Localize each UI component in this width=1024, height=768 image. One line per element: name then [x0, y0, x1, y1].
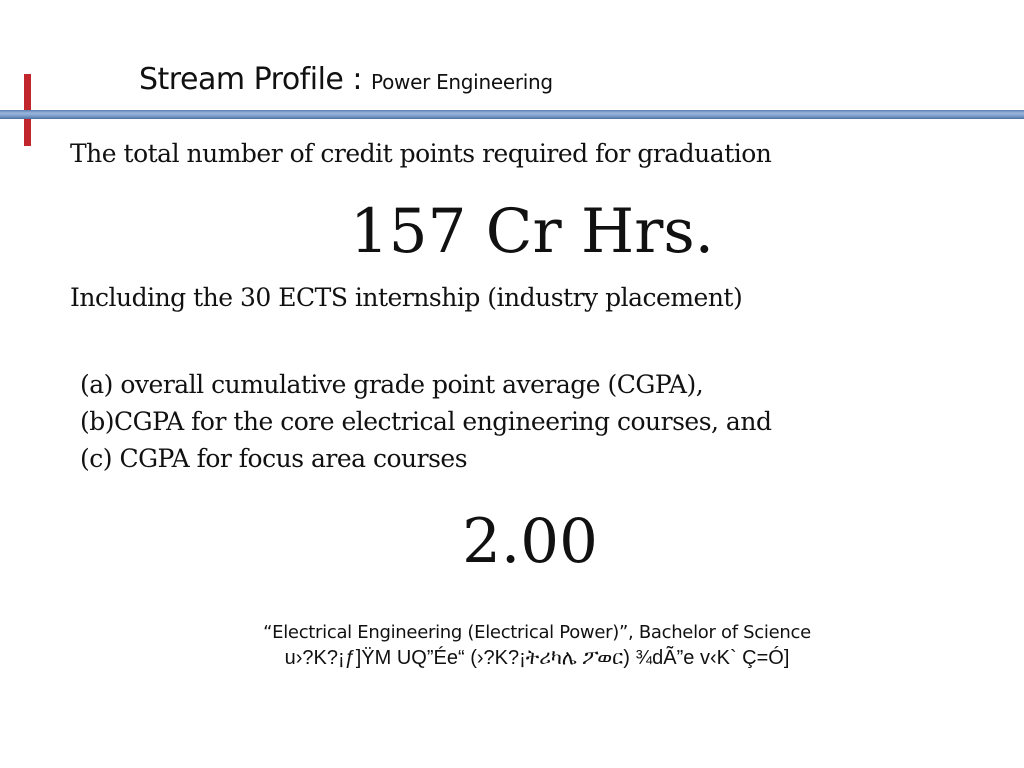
degree-name-local: u›?K?¡ƒ]ŸM UQ”Ée“ (›?K?¡ትሪካሌ ፖወር) ¾dÃ”e v‹K` Ç=Ó]	[284, 647, 790, 669]
credit-hours-value: 157 Cr Hrs.	[349, 196, 715, 267]
header-divider	[0, 110, 1024, 119]
internship-text: Including the 30 ECTS internship (industry placement)	[70, 283, 743, 312]
degree-name-english: “Electrical Engineering (Electrical Power)”, Bachelor of Science	[263, 622, 811, 643]
slide-title	[139, 62, 553, 97]
gpa-criteria-list	[80, 366, 771, 477]
title-main: Stream Profile :	[139, 62, 372, 97]
criteria-item-c: (c) CGPA for focus area courses	[80, 444, 468, 473]
credit-requirement-text: The total number of credit points required for graduation	[70, 139, 772, 168]
title-subtitle: Power Engineering	[371, 70, 553, 94]
minimum-gpa-value: 2.00	[462, 506, 598, 577]
degree-caption	[0, 622, 1024, 670]
criteria-item-a: (a) overall cumulative grade point average (CGPA),	[80, 370, 704, 399]
criteria-item-b: (b)CGPA for the core electrical engineering courses, and	[80, 407, 772, 436]
